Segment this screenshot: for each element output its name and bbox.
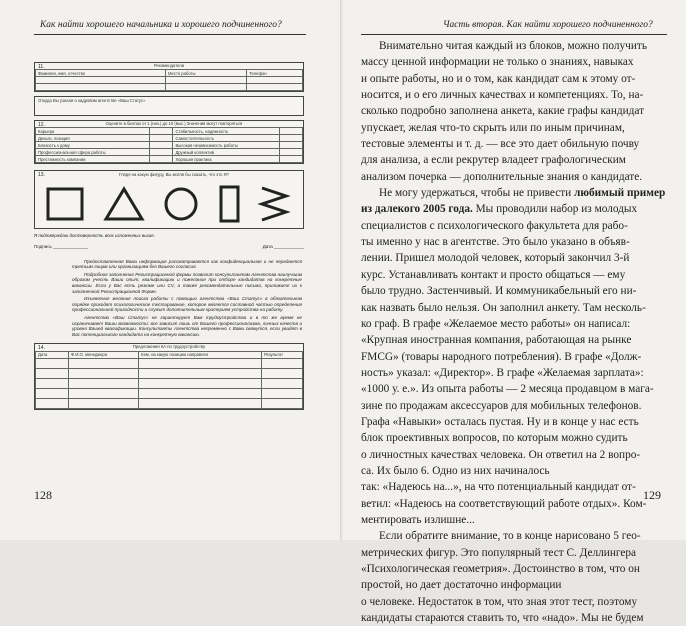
rating-item: Деньги, позиция xyxy=(36,135,150,142)
source-question: Откуда Вы узнали о кадровом агентстве «Ваш Статус» xyxy=(38,98,146,104)
text-line: FMCG» (товары народного потребления). В графе «Долж- xyxy=(361,350,642,363)
info-paragraph: Агентство «Ваш Статус» не гарантирует Вам трудоустройства и в то же время не ограничивает Ваши возможности: все зависит лишь от Вашего профессионализма, личных качеств и уровня Вашей квалификации. Консультанты Агентства непременно с Вами свяжутся, если увидят в Вас потенциального кандидата на конкретную вакансию. xyxy=(72,314,302,337)
offers-col-result: Результат xyxy=(261,351,302,358)
rectangle-shape xyxy=(218,184,242,224)
text-line: простой, но дает достаточно информации xyxy=(361,579,562,592)
text-line: из далекого 2005 года. Мы проводили набор из молодых xyxy=(361,203,638,216)
offers-col-manager: Ф.И.О. менеджера xyxy=(69,351,139,358)
text-line: для анализа, а если рекрутер владеет графологическим xyxy=(361,154,626,167)
text-line: сколько подробно заполнена анкета, какие графы кандидат xyxy=(361,105,645,118)
signature-label: Подпись xyxy=(34,243,52,249)
references-col-work: Место работы xyxy=(165,70,246,77)
ratings-table xyxy=(35,127,303,163)
text-line: са. Их было 6. Одно из них начиналось xyxy=(361,464,550,477)
circle-shape xyxy=(162,185,200,223)
references-col-name: Фамилия, имя, отчество xyxy=(36,70,166,77)
left-page xyxy=(0,0,341,540)
bold-phrase: любимый пример xyxy=(574,187,666,200)
triangle-shape xyxy=(103,186,145,222)
text-line: было трудно. Застенчивый. И коммуникабельный его ни- xyxy=(361,285,637,298)
zigzag-shape xyxy=(259,184,289,224)
rating-item: Дружный коллектив xyxy=(173,149,280,156)
text-line: носится, и о его личных качествах и компетенциях. То, на- xyxy=(361,89,644,102)
info-paragraphs xyxy=(34,259,304,338)
text-line: массу ценной информации не только о знаниях, навыках xyxy=(361,56,634,69)
source-question-block xyxy=(34,96,304,116)
bold-phrase: из далекого 2005 года. xyxy=(361,203,473,216)
square-shape xyxy=(45,186,85,222)
text-line: тестовые элементы и т. д. — все это дает обильную почву xyxy=(361,138,640,151)
confirm-line: Я подтверждаю достоверность всех изложенных выше. xyxy=(34,232,156,238)
block-13-number: 13. xyxy=(38,172,45,179)
rating-item: Престижность компании xyxy=(36,156,150,163)
right-header-rule xyxy=(361,34,667,35)
block-11-references xyxy=(34,62,304,92)
right-page-number: 129 xyxy=(643,488,661,502)
text-line: ко граф. В графе «Желаемое место работы» он написал: xyxy=(361,317,631,330)
right-page xyxy=(343,0,686,625)
text-line: кандидаты стараются ставить то, что «надо». Мы не будем xyxy=(361,612,644,625)
block-14-caption: Предложения КА по трудоустройству xyxy=(132,344,206,350)
block-12-ratings xyxy=(34,120,304,164)
date-label: Дата xyxy=(262,243,273,249)
text-line: ментировать излишне... xyxy=(361,513,475,526)
rating-item: Стабильность, надежность xyxy=(173,128,280,135)
text-line: зине по продажам аксессуаров для мобильных телефонов. xyxy=(361,399,642,412)
references-table xyxy=(35,69,303,91)
right-running-header: Часть вторая. Как найти хорошего подчиненного? xyxy=(443,20,653,30)
block-12-number: 12. xyxy=(38,122,45,129)
text-line: «Крупная иностранная компания, работающая на рынке xyxy=(361,334,632,347)
text-line: анализом почерка — дополнительные знания о кандидате. xyxy=(361,170,643,183)
info-paragraph: Подробное заполнение Регистрационной формы позволит консультантам Агентства наилучшим образом учесть Ваши опыт, квалификацию и пожелания при отборе кандидатов на конкретные вакансии. Если у Вас есть резюме или CV, а также рекомендательные письма, приложите их к заполненной Регистрационной Форме. xyxy=(72,271,302,294)
text-line: лении. Пришел молодой человек, который закончил 3-й xyxy=(361,252,630,265)
text-line: и опыте работы, но и о том, как кандидат сам к этому от- xyxy=(361,72,636,85)
rating-item: Близость к дому xyxy=(36,142,150,149)
text-line: упускает, желая что-то скрыть или по иным причинам, xyxy=(361,121,625,134)
info-paragraph: Предоставленная Вами информация рассматривается как конфиденциальная и не передается третьим лицам или организациям без Вашего согласия. xyxy=(72,258,302,270)
text-line: «Психологическая геометрия». Достоинство в том, что он xyxy=(361,563,640,575)
rating-item: Высокая независимость работы xyxy=(173,142,280,149)
offers-col-date: Дата xyxy=(36,351,69,358)
references-col-phone: Телефон xyxy=(247,70,303,77)
rating-item: Хорошая практика xyxy=(173,156,280,163)
text-line: Не могу удержаться, чтобы не привести любимый пример xyxy=(379,187,666,200)
block-11-caption: Рекомендатели xyxy=(153,63,185,68)
block-13-shapes xyxy=(34,170,304,228)
text-line: о личностных качествах человека. Он ответил на 2 вопро- xyxy=(361,448,641,461)
block-14-number: 14. xyxy=(38,345,45,352)
offers-table xyxy=(35,351,303,409)
text-line: «1000 у. е.». Из опыта работы — 2 месяца продавцом в мага- xyxy=(361,383,654,396)
geometric-figures xyxy=(35,178,303,228)
rating-item: Самостоятельность xyxy=(173,135,280,142)
left-page-number: 128 xyxy=(34,488,52,502)
rating-item: Профессиональная сфера работы xyxy=(36,149,150,156)
text-line: специалистов с психологического факультета для рабо- xyxy=(361,219,628,232)
block-11-number: 11. xyxy=(38,64,45,70)
registration-form xyxy=(34,62,304,414)
signature-row: Подпись ______________ Дата ____________ xyxy=(34,243,304,249)
text-line: так: «Надеюсь на...», на что потенциальный кандидат от- xyxy=(361,481,636,494)
text-line: метрических фигур. Это популярный тест С. Деллингера xyxy=(361,546,637,559)
text-line: Если обратите внимание, то в конце нарисовано 5 гео- xyxy=(379,530,641,543)
text-line: как назвать было нельзя. Он заполнил анкету. Там несколь- xyxy=(361,301,646,314)
text-line: Графа «Навыки» осталась пустая. Ну и в конце у нас есть xyxy=(361,415,639,428)
block-12-caption: Оцените в баллах от 1 (низ.) до 10 (выс.) Значения могут повторяться xyxy=(105,121,243,127)
left-running-header: Как найти хорошего начальника и хорошего подчиненного? xyxy=(40,20,282,30)
rating-item: Карьера xyxy=(36,128,150,135)
info-paragraph: Изъявление желание поиска работы с помощью агентства «Ваш Статус» в обязательном порядке проходят психологическое тестирование, которое является составной частью определения профессиональной пригодности и служит дополнительным критерием устройства на работу. xyxy=(72,296,302,313)
text-line: ность» указал: «Директор». В графе «Желаемая зарплата»: xyxy=(361,366,644,379)
text-line: блок проективных вопросов, по которым можно судить xyxy=(361,432,628,445)
text-line: ветил: «Надеюсь на соответствующий работе отдых». Ком- xyxy=(361,497,647,510)
offers-col-position: Кем, на какую позицию направлен xyxy=(139,351,262,358)
left-header-rule xyxy=(34,34,306,35)
text-line: ты именно у нас в агентстве. Это было указано в объяв- xyxy=(361,236,630,249)
block-14-offers xyxy=(34,343,304,409)
text-line: о человеке. Недостаток в том, что зная этот тест, поэтому xyxy=(361,595,638,608)
body-text xyxy=(361,38,667,626)
text-line: Внимательно читая каждый из блоков, можно получить xyxy=(379,40,647,52)
block-13-question: Глядя на какую фигуру, Вы могли бы сказать, что это Я? xyxy=(119,172,229,178)
text-line: курс. Устанавливать контакт и просто общаться — ему xyxy=(361,268,626,281)
